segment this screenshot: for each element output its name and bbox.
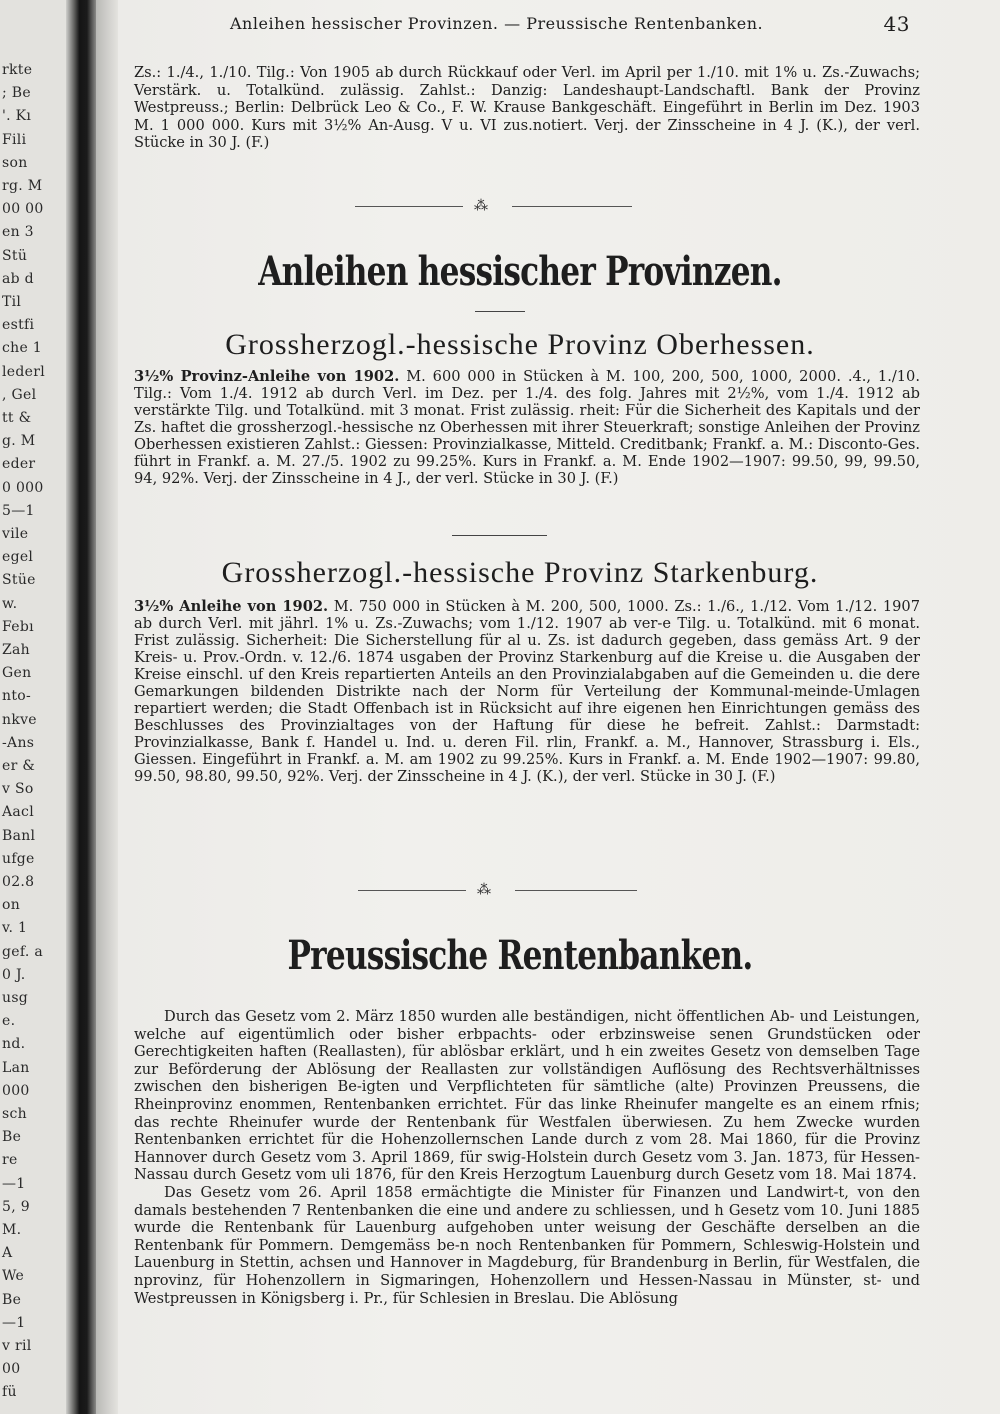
facing-page-fragment: son <box>2 154 28 171</box>
facing-page-fragment: nto- <box>2 688 32 705</box>
facing-page-fragment: —1 <box>2 1314 26 1331</box>
facing-page-fragment: 00 <box>2 1361 21 1378</box>
facing-page-fragment: Banl <box>2 827 36 844</box>
facing-page-fragment: vile <box>2 526 29 542</box>
facing-page-fragment: ab d <box>2 270 34 287</box>
starkenburg-paragraph <box>134 598 920 785</box>
facing-page-fragment: Be <box>2 1291 22 1308</box>
facing-page-fragment: en 3 <box>2 224 34 241</box>
top-continuation-text: Zs.: 1./4., 1./10. Tilg.: Von 1905 ab durch Rückkauf oder Verl. im April per 1./10. mit 1% u. Zs.-Zuwachs; Verstärk. u. Totalkünd. zulässig. Zahlst.: Danzig: Landeshaupt-Landschaftl. Bank der Provinz Westpreuss.; Berlin: Delbrück Leo & Co., F. W. Krause Bankgeschäft. Eingeführt in Berlin im Dez. 1903 M. 1 000 000. Kurs mit 3½% An-Ausg. V u. VI zus.notiert. Verj. der Zinsscheine in 4 J. (K.), der verl. Stücke in 30 J. (F.) <box>134 64 920 151</box>
facing-page-fragment: ; Be <box>2 85 31 102</box>
section-heading-prussian-rentenbanks: Preussische Rentenbanken. <box>287 932 753 979</box>
facing-page-fragment: 0 J. <box>2 966 26 983</box>
facing-page-fragment: , Gel <box>2 386 37 403</box>
oberhessen-loan-text: M. 600 000 in Stücken à M. 100, 200, 500, 1000, 2000. .4., 1./10. Tilg.: Vom 1./4. 1912 ab durch Verl. im Dez. per 1./4. des folg. Jahres mit 2½%, vom 1./4. 1912 ab verstärkte Tilg. und Totalkünd. mit 3 monat. Frist zulässig. rheit: Für die Sicherheit des Kapitals und der Zs. haftet die grossherzogl.-hessische nz Oberhessen mit ihrer Steuerkraft; sonstige Anleihen der Provinz Oberhessen existieren Zahlst.: Giessen: Provinzialkasse, Mitteld. Creditbank; Frankf. a. M.: Disconto-Ges. führt in Frankf. a. M. 27./5. 1902 zu 99.25%. Kurs in Frankf. a. M. Ende 1902—1907: 99.50, 99, 99.50, 94, 92%. Verj. der Zinsscheine in 4 J., der verl. Stücke in 30 J. (F.) <box>134 368 920 487</box>
oberhessen-loan-title: 3½% Provinz-Anleihe von 1902. <box>134 368 400 385</box>
starkenburg-loan-text: M. 750 000 in Stücken à M. 200, 500, 1000. Zs.: 1./6., 1./12. Vom 1./12. 1907 ab durch Verl. mit jährl. 1% u. Zs.-Zuwachs; vom 1./12. 1907 ab ver-e Tilg. u. Totalkünd. mit 6 monat. Frist zulässig. Sicherheit: Die Sicherstellung für al u. Zs. ist dadurch gegeben, dass gemäss Art. 9 der Kreis- u. Prov.-Ordn. v. 12./6. 1874 usgaben der Provinz Starkenburg auf die Kreise u. die Ausgaben der Kreise einschl. uf den Kreis repartierten Anteils an den Provinzialabgaben auf die Gemeinden u. die dere Gemarkungen bildenden Distrikte nach der Norm für Verteilung der Kommunal-meinde-Umlagen repartiert werden; die Stadt Offenbach ist in Rücksicht auf ihre eigenen hen Einrichtungen gemäss des Beschlusses des Provinzialtages von der Haftung für diese he befreit. Zahlst.: Darmstadt: Provinzialkasse, Bank f. Handel u. Ind. u. deren Fil. rlin, Frankf. a. M., Hannover, Strassburg i. Els., Giessen. Eingeführt in Frankf. a. M. am 1902 zu 99.25%. Kurs in Frankf. a. M. Ende 1902—1907: 99.80, 99.50, 98.80, 99.50, 92%. Verj. der Zinsscheine in 4 J. (K.), der verl. Stücke in 30 J. (F.) <box>134 598 920 785</box>
facing-page-fragment: Til <box>2 294 22 310</box>
facing-page-fragment: egel <box>2 549 34 566</box>
divider-left <box>355 206 463 207</box>
facing-page-fragment: Be <box>2 1129 22 1146</box>
subheading-oberhessen: Grossherzogl.-hessische Provinz Oberhessen. <box>225 328 815 361</box>
oberhessen-paragraph <box>134 368 920 487</box>
divider-right <box>512 206 632 207</box>
rentenbank-paragraph-2: Das Gesetz vom 26. April 1858 ermächtigte die Minister für Finanzen und Landwirt-t, von den damals bestehenden 7 Rentenbanken die eine und andere zu schliessen, und h Gesetz vom 10. Juni 1885 wurde die Rentenbank für Lauenburg aufgehoben unter weisung der Geschäfte derselben an die Rentenbank für Pommern. Demgemäss be-n noch Rentenbanken für Pommern, Schleswig-Holstein und Lauenburg in Stettin, achsen und Hannover in Magdeburg, für Brandenburg in Berlin, für Westfalen, die nprovinz, für Hohenzollern in Sigmaringen, Hohenzollern und Hessen-Nassau in Münster, st- und Westpreussen in Königsberg i. Pr., für Schlesien in Breslau. Die Ablösung <box>134 1183 920 1307</box>
facing-page-fragment: v So <box>2 781 34 798</box>
facing-page-fragment: e. <box>2 1013 16 1030</box>
facing-page-fragment: re <box>2 1152 18 1169</box>
facing-page-fragment: che 1 <box>2 340 42 357</box>
rentenbank-paragraph-1: Durch das Gesetz vom 2. März 1850 wurden alle beständigen, nicht öffentlichen Ab- und Leistungen, welche auf eigentümlich oder bisher erbpachts- oder erbzinsweise senen Grundstücken oder Gerechtigkeiten haften (Reallasten), für ablösbar erklärt, und h ein zweites Gesetz von demselben Tage zur Beförderung der Ablösung der Reallasten zur vollständigen Auflösung des Rechtsverhältnisses zwischen den bisherigen Be-igten und Verpflichteten für sämtliche (alte) Provinzen Preussens, die Rheinprovinz enommen, Rentenbanken errichtet. Für das linke Rheinufer mangelte es an einem rfnis; das rechte Rheinufer wurde der Rentenbank für Westfalen überwiesen. Zu hem Zwecke wurden Rentenbanken errichtet für die Hohenzollernschen Lande durch z vom 28. Mai 1860, für die Provinz Hannover durch Gesetz vom 3. April 1869, für swig-Holstein durch Gesetz vom 3. Jan. 1873, für Hessen-Nassau durch Gesetz vom uli 1876, für den Kreis Herzogtum Lauenburg durch Gesetz vom 18. Mai 1874. <box>134 1008 920 1184</box>
facing-page-fragment: g. M <box>2 433 36 450</box>
facing-page-fragment: '. Kı <box>2 108 32 125</box>
gutter-margin <box>96 0 118 1414</box>
facing-page-fragment: nd. <box>2 1036 26 1053</box>
facing-page-fragment: tt & <box>2 410 32 426</box>
facing-page-fragment: —1 <box>2 1175 26 1192</box>
facing-page-fragment: Stüe <box>2 572 36 589</box>
divider-right-2 <box>515 890 637 891</box>
facing-page-fragment: Lan <box>2 1059 30 1076</box>
facing-page-fragment: 000 <box>2 1082 30 1099</box>
section-heading-hessian-provinces: Anleihen hessischer Provinzen. <box>258 248 782 295</box>
facing-page-fragment: A <box>2 1245 13 1262</box>
running-header <box>230 14 910 40</box>
facing-page-fragment: ufge <box>2 850 35 867</box>
heading-underline <box>475 311 525 312</box>
facing-page-fragment: Gen <box>2 665 32 682</box>
facing-page-fragment: fü <box>2 1384 17 1401</box>
facing-page-fragment: We <box>2 1268 25 1285</box>
facing-page-fragment: usg <box>2 990 29 1006</box>
facing-page-fragment: gef. a <box>2 943 43 960</box>
facing-page-fragment: 00 00 <box>2 201 44 218</box>
starkenburg-loan-title: 3½% Anleihe von 1902. <box>134 598 329 615</box>
facing-page-fragment: v ril <box>2 1338 32 1354</box>
facing-page-fragment: Fili <box>2 131 27 148</box>
running-header-title: Anleihen hessischer Provinzen. — Preussische Rentenbanken. <box>230 14 764 33</box>
facing-page-fragment: eder <box>2 456 36 473</box>
facing-page-fragment: M. <box>2 1222 22 1238</box>
top-continuation-paragraph <box>134 64 920 152</box>
divider-short <box>452 535 547 536</box>
facing-page-fragment: Zah <box>2 642 30 658</box>
facing-page-fragment: Stü <box>2 247 28 264</box>
facing-page-fragment: rkte <box>2 62 33 78</box>
facing-page-fragment: on <box>2 897 21 914</box>
facing-page-fragment: er & <box>2 758 36 774</box>
facing-page-fragment: rg. M <box>2 178 43 194</box>
facing-page-fragment: v. 1 <box>2 920 28 937</box>
page-number: 43 <box>883 12 910 36</box>
rentenbank-text <box>134 1008 920 1307</box>
facing-page-fragment: lederl <box>2 363 45 380</box>
facing-page-fragment: 5, 9 <box>2 1198 30 1215</box>
facing-page-fragment: estfi <box>2 317 35 334</box>
ornament-icon: ⁂ <box>474 198 487 214</box>
facing-page-fragment: 5—1 <box>2 502 35 519</box>
book-binding-shadow <box>66 0 96 1414</box>
facing-page-fragment: Aacl <box>2 804 34 821</box>
facing-page-fragment: w. <box>2 595 18 612</box>
facing-page-fragment: -Ans <box>2 734 35 751</box>
ornament-icon-2: ⁂ <box>477 882 490 898</box>
facing-page-fragment: nkve <box>2 711 37 728</box>
facing-page-fragment: 0 000 <box>2 479 44 496</box>
divider-left-2 <box>358 890 466 891</box>
facing-page-fragment: Febı <box>2 618 34 635</box>
facing-page-fragment: 02.8 <box>2 874 35 890</box>
subheading-starkenburg: Grossherzogl.-hessische Provinz Starkenburg. <box>221 556 819 589</box>
facing-page-fragment: sch <box>2 1106 27 1122</box>
